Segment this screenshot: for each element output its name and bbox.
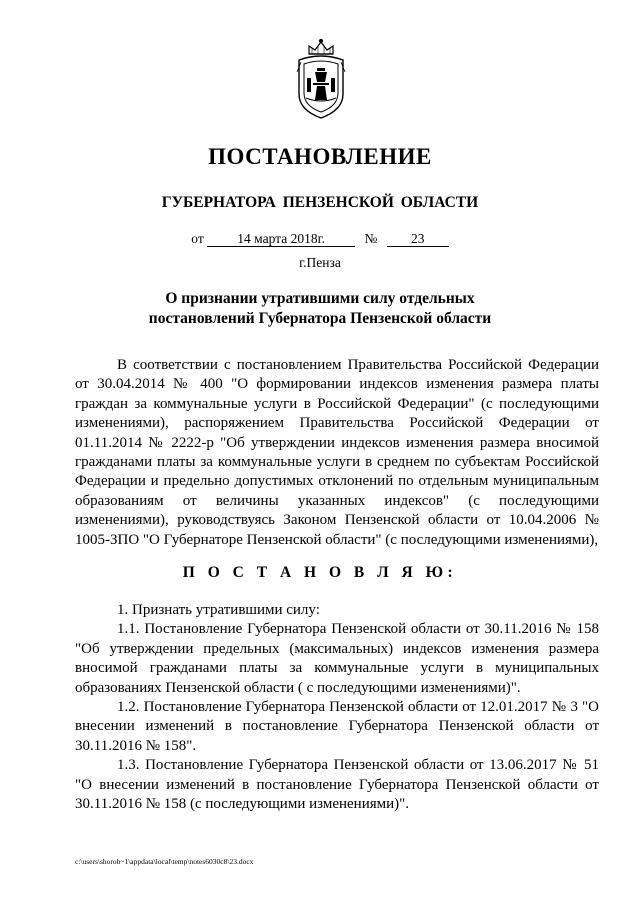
decree-item: 1.3. Постановление Губернатора Пензенской области от 13.06.2017 № 51 "О внесении изменений в постановление Губернатора Пензенской области от 30.11.2016 № 158 (с последующими изменениями)". <box>75 757 599 813</box>
decree-item: 1. Признать утратившими силу: <box>117 602 320 618</box>
issuer-subtitle: ГУБЕРНАТОРА ПЕНЗЕНСКОЙ ОБЛАСТИ <box>161 194 479 211</box>
decree-items <box>75 601 599 814</box>
document-title: ПОСТАНОВЛЕНИЕ <box>208 144 432 169</box>
decree-word: П О С Т А Н О В Л Я Ю: <box>182 564 458 581</box>
preamble-paragraph: В соответствии с постановлением Правительства Российской Федерации от 30.04.2014 № 400 "О формировании индексов изменения размера платы граждан за коммунальные услуги в Российской Федерации" (с последующими изменениями), распоряжением Правительства Российской Федерации от 01.11.2014 № 2222-р "Об утверждении индексов изменения размера вносимой гражданами платы за коммунальные услуги в среднем по субъектам Российской Федерации и предельно допустимых отклонений по отдельным муниципальным образованиям от величины указанных индексов" (с последующими изменениями), руководствуясь Законом Пензенской области от 10.04.2006 № 1005-ЗПО "О Губернаторе Пензенской области" (с последующими изменениями), <box>75 357 599 548</box>
preamble-block <box>75 356 599 550</box>
decree-item: 1.2. Постановление Губернатора Пензенской области от 12.01.2017 № 3 "О внесении изменений в постановление Губернатора Пензенской области от 30.11.2016 № 158". <box>75 699 599 754</box>
decree-item: 1.1. Постановление Губернатора Пензенской области от 30.11.2016 № 158 "Об утверждении предельных (максимальных) индексов изменения размера вносимой гражданами платы за коммунальные услуги в муниципальных образованиях Пензенской области ( с последующими изменениями)". <box>75 621 599 696</box>
file-path-footer: c:\users\shorob~1\appdata\local\temp\notes6030c8\23.docx <box>75 857 254 866</box>
document-heading <box>120 289 520 329</box>
date-prefix: от <box>191 231 204 246</box>
number-value: 23 <box>387 232 449 247</box>
city-label: г.Пенза <box>299 255 341 270</box>
date-value: 14 марта 2018г. <box>207 232 355 247</box>
heading-line-1: О признании утратившими силу отдельных <box>165 290 475 307</box>
coat-of-arms-emblem <box>293 38 349 122</box>
date-number-line <box>0 231 640 247</box>
number-prefix: № <box>364 231 378 246</box>
heading-line-2: постановлений Губернатора Пензенской области <box>148 310 492 327</box>
